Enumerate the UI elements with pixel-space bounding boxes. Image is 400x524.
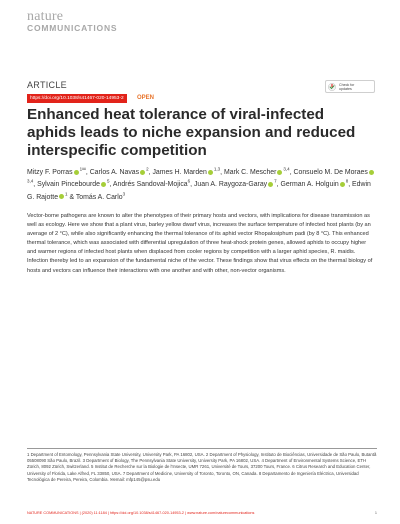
check-updates-line2: updates [339,86,352,91]
check-updates-text [339,83,354,91]
footer-citation: NATURE COMMUNICATIONS | (2020) 11:1184 | https://doi.org/10.1038/s41467-020-14953-2 | www.nature.com/naturecommunications [27,511,255,515]
orcid-icon[interactable] [101,182,106,187]
author-name[interactable]: James H. Marden [152,169,207,176]
author-name[interactable]: Andrés Sandoval-Mojica [112,181,188,189]
author-affiliation: 7 [274,179,277,185]
crossmark-icon [328,83,336,91]
orcid-icon[interactable] [340,182,345,187]
orcid-icon[interactable] [268,182,273,187]
author-affiliation: 5 [106,179,110,185]
journal-masthead [27,10,117,33]
page-footer [27,511,377,515]
article-type-label: ARTICLE [27,80,67,90]
orcid-icon[interactable] [277,170,282,175]
affiliations-footnote: 1 Department of Entomology, Pennsylvania State University, University Park, PA 16802, USA. 2 Department of Physiology, Instituto de Biociências, Universidade de São Paulo, Butantã 05508090 São Paulo, Brazil. 3 Department of Biology, The Pennsylvania State University, University Park, PA 16802, USA. 4 Department of Environmental Systems Science, ETH Zürich, 8092 Zürich, Switzerland. 5 Institut de Recherche sur la Biologie de l'Insecte, UMR 7261, Université de Tours, 37200 Tours, France. 6 Citrus Research and Education Center, University of Florida, Lake Alfred, FL 33850, USA. 7 Department of Medicine, University of Toronto, Toronto, ON, Canada. 8 Departamento de Ingeniería Eléctrica, Universidad Tecnológica de Pereira, Pereira, Colombia. ✉email: mfp145@psu.edu [27,448,377,483]
author-affiliation: 1✉ [79,166,86,172]
author-name[interactable]: Tomás A. Carlo [75,193,123,201]
author-list: Mitzy F. Porras $^{1✉}$, Carlos A. Navas $^2$, James H. Marden $^{1,3}$, Mark C. Mescher $^{3,4}$, Consuelo M. De Moraes$^{3,4}$, Sylvain Pincebourde $^5$, Andrés Sandoval-Mojica$^6$, Juan A. Raygoza-Garay $^7$, German A. Holguin $^8$, Edwin G. Rajotte $^1$ & Tomás A. Carlo$^3$ [27,167,377,204]
orcid-icon[interactable] [369,170,374,175]
author-affiliation: 8 [345,179,349,185]
author-affiliation: 2 [146,166,149,172]
author-affiliation: 6 [187,179,191,185]
author-name[interactable]: Sylvain Pincebourde [37,181,100,189]
author-affiliation: 3 [122,191,126,197]
author-affiliation: 3,4 [27,179,34,185]
article-title: Enhanced heat tolerance of viral-infected aphids leads to niche expansion and reduced interspecific competition [27,106,356,159]
orcid-icon[interactable] [208,170,213,175]
author-name[interactable]: German A. Holguin [280,181,339,189]
masthead-nature: nature [27,9,64,24]
check-updates-line1: Check for [339,82,355,87]
author-name[interactable]: Carlos A. Navas [89,169,140,176]
author-affiliation: 1,3 [213,166,221,172]
author-name[interactable]: Mitzy F. Porras [27,169,73,176]
orcid-icon[interactable] [59,194,64,199]
author-name[interactable]: Mark C. Mescher [223,169,277,176]
doi-link[interactable]: https://doi.org/10.1038/s41467-020-14953-2 [27,94,127,103]
open-access-label: OPEN [137,95,155,101]
author-name[interactable]: Juan A. Raygoza-Garay [193,181,268,189]
author-affiliation: 1 [65,191,68,197]
orcid-icon[interactable] [74,170,79,175]
author-affiliation: 3,4 [283,166,290,172]
page-number: 1 [374,511,377,515]
orcid-icon[interactable] [140,170,145,175]
check-for-updates-button[interactable] [325,80,375,93]
author-name[interactable]: Edwin G. Rajotte [27,181,371,201]
masthead-communications: COMMUNICATIONS [27,23,118,33]
abstract: Vector-borne pathogens are known to alter the phenotypes of their primary hosts and vectors, with implications for disease transmission as well as ecology. Here we show that a plant virus, barley yellow dwarf virus, increases the surface temperature of infected host plants (by an average of 2 °C), while also significantly enhancing the thermal tolerance of its aphid vector Rhopalosiphum padi (by 8 °C). This enhanced thermal tolerance, which was associated with differential upregulation of three heat-shock protein genes, allowed aphids to occupy higher and warmer regions of infected host plants when displaced from cooler regions by competition with a larger aphid species, R. maidis. Infection thereby led to an expansion of the fundamental niche of the vector. These findings show that virus effects on the thermal biology of hosts and vectors can influence their interactions with one another and with other, non-vector organisms. [27,213,373,274]
author-name[interactable]: Consuelo M. De Moraes [293,169,368,176]
